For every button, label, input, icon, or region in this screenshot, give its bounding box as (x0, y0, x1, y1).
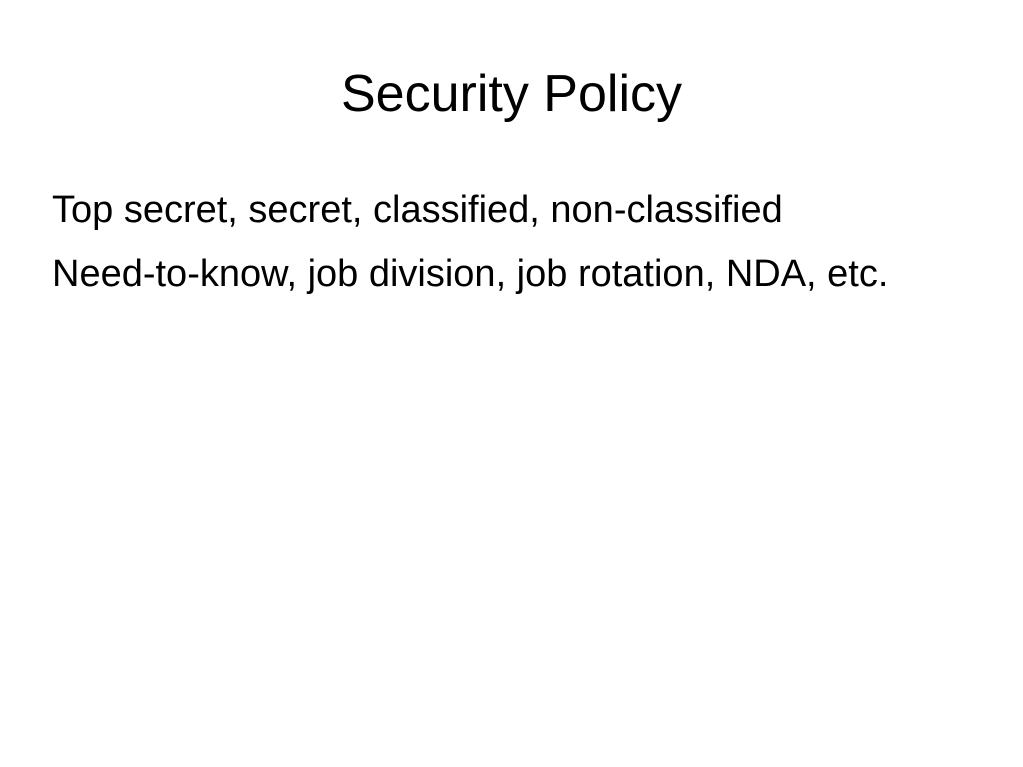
body-line-access-controls: Need-to-know, job division, job rotation, NDA, etc. (52, 253, 889, 295)
slide-title: Security Policy (341, 65, 682, 123)
body-line-classification-levels: Top secret, secret, classified, non-classified (52, 189, 783, 231)
slide-body (52, 178, 888, 306)
